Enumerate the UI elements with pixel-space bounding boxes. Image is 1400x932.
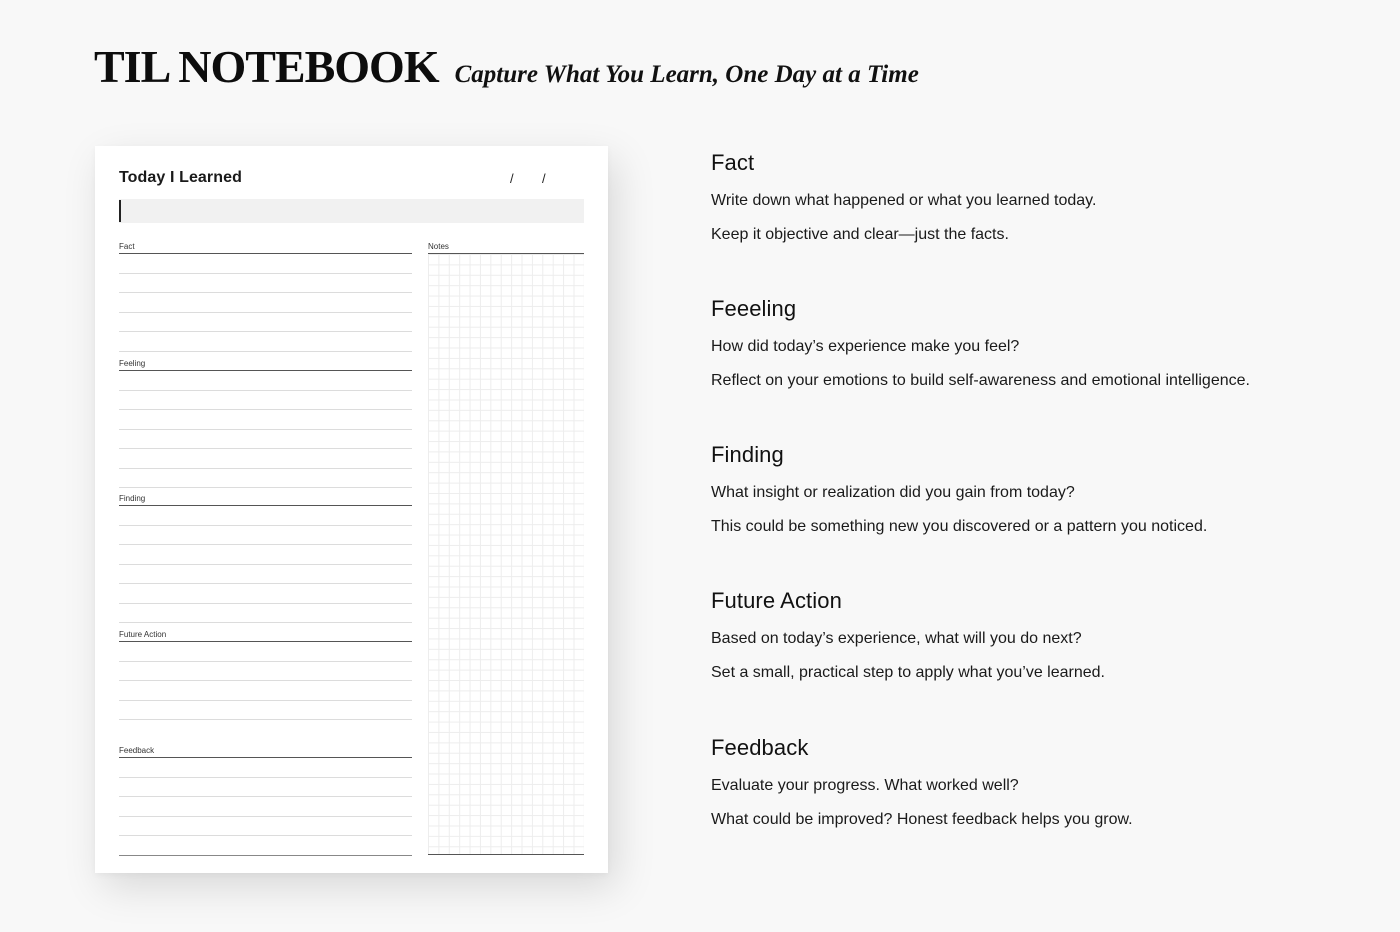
writing-line[interactable]	[119, 390, 412, 391]
writing-line[interactable]	[119, 292, 412, 293]
writing-line[interactable]	[119, 409, 412, 410]
description-finding	[711, 442, 1361, 535]
section-rule	[119, 505, 412, 506]
writing-line[interactable]	[119, 564, 412, 565]
writing-line[interactable]	[119, 796, 412, 797]
header	[94, 40, 919, 93]
description-feeling	[711, 296, 1361, 389]
date-separator: /	[542, 171, 546, 186]
writing-line[interactable]	[119, 525, 412, 526]
writing-line[interactable]	[119, 777, 412, 778]
section-label: Fact	[119, 242, 135, 251]
section-rule	[119, 370, 412, 371]
description-future-action	[711, 588, 1361, 681]
description-heading: Fact	[711, 150, 755, 175]
description-line: Write down what happened or what you learned today.	[711, 192, 1097, 209]
description-line: This could be something new you discovered or a pattern you noticed.	[711, 518, 1208, 535]
description-line: Set a small, practical step to apply what you’ve learned.	[711, 664, 1105, 681]
writing-line[interactable]	[119, 487, 412, 488]
description-heading: Finding	[711, 442, 784, 467]
writing-line[interactable]	[119, 835, 412, 836]
section-rule	[119, 641, 412, 642]
writing-line[interactable]	[119, 603, 412, 604]
description-line: What insight or realization did you gain from today?	[711, 484, 1075, 501]
writing-line[interactable]	[119, 855, 412, 856]
writing-line[interactable]	[119, 816, 412, 817]
notes-bottom-rule	[428, 854, 584, 855]
writing-line[interactable]	[119, 429, 412, 430]
title-input[interactable]	[119, 199, 584, 223]
notebook-title: Today I Learned	[119, 169, 243, 186]
brand-title: TIL NOTEBOOK	[94, 41, 439, 92]
writing-line[interactable]	[119, 680, 412, 681]
section-rule	[119, 253, 412, 254]
writing-line[interactable]	[119, 622, 412, 623]
writing-line[interactable]	[119, 583, 412, 584]
description-line: Reflect on your emotions to build self-awareness and emotional intelligence.	[711, 372, 1250, 389]
section-rule	[119, 757, 412, 758]
date-separator: /	[510, 171, 514, 186]
writing-line[interactable]	[119, 719, 412, 720]
notes-grid[interactable]	[428, 254, 584, 854]
description-heading: Feeeling	[711, 296, 797, 321]
section-label: Feedback	[119, 746, 155, 755]
notebook-page	[95, 146, 608, 873]
description-line: Evaluate your progress. What worked well?	[711, 777, 1019, 794]
writing-line[interactable]	[119, 312, 412, 313]
description-line: How did today’s experience make you feel?	[711, 338, 1020, 355]
section-label: Future Action	[119, 630, 167, 639]
writing-line[interactable]	[119, 448, 412, 449]
writing-line[interactable]	[119, 331, 412, 332]
section-label: Finding	[119, 494, 146, 503]
description-fact	[711, 150, 1361, 243]
brand-tagline: Capture What You Learn, One Day at a Time	[454, 61, 919, 88]
writing-line[interactable]	[119, 661, 412, 662]
writing-line[interactable]	[119, 544, 412, 545]
description-heading: Future Action	[711, 588, 842, 613]
writing-line[interactable]	[119, 273, 412, 274]
description-line: What could be improved? Honest feedback helps you grow.	[711, 811, 1133, 828]
notes-label: Notes	[428, 242, 449, 251]
writing-line[interactable]	[119, 351, 412, 352]
text-caret	[119, 200, 121, 222]
description-line: Based on today’s experience, what will you do next?	[711, 630, 1082, 647]
description-heading: Feedback	[711, 735, 809, 760]
writing-line[interactable]	[119, 468, 412, 469]
description-line: Keep it objective and clear—just the facts.	[711, 226, 1009, 243]
writing-line[interactable]	[119, 700, 412, 701]
description-feedback	[711, 735, 1361, 828]
section-label: Feeling	[119, 359, 146, 368]
